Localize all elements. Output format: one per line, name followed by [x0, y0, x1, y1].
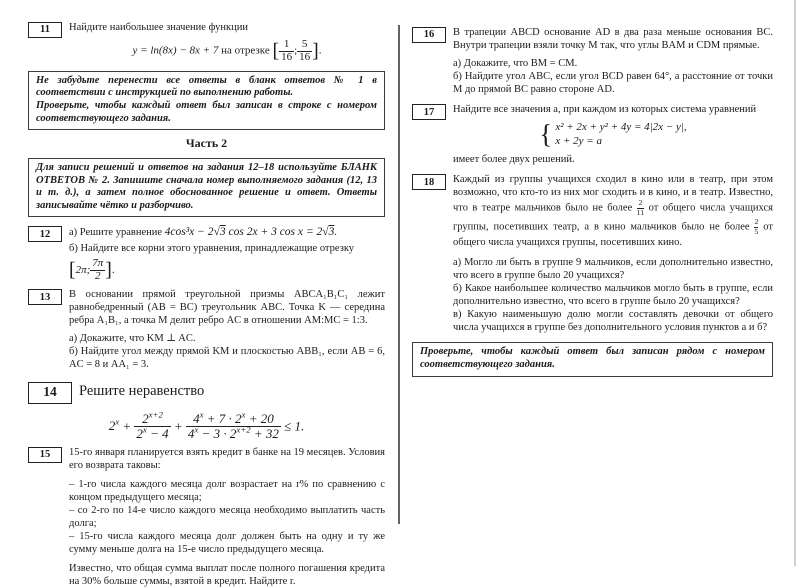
rest: + 20	[245, 410, 274, 426]
problem-11-prompt: Найдите наибольшее значение функции	[69, 22, 248, 33]
problem-15	[28, 446, 385, 588]
notice-line: Проверьте, чтобы каждый ответ был записан в строке с номером соответствующего задания.	[36, 99, 377, 124]
close-bracket: ]	[105, 258, 112, 281]
problem-13-text: В основании прямой треугольной призмы ABCA₁B₁C₁ лежит равнобедренный (AB = BC) треугольник ABC. Точка K — середина ребра A₁B₁, а точка M делит ребро AC в отношении AM:MC = 1:3.	[69, 289, 385, 327]
problem-18-item-c: в) Какую наименьшую долю могли составлять девочки от общего числа учащихся в группе без дополнительного условия пунктов а и б?	[453, 309, 773, 334]
problem-12-item-a	[69, 225, 385, 239]
problem-16-item-b: б) Найдите угол ABC, если угол BCD равен 64°, а расстояние от точки M до прямой BC равно стороне AD.	[453, 71, 773, 96]
fraction	[90, 258, 105, 283]
fraction-numerator: 5	[301, 38, 308, 51]
problem-12-number-box	[28, 226, 62, 242]
exponent: x	[241, 409, 246, 420]
problem-11-body	[69, 21, 385, 67]
text-part: Каждый из группы учащихся сходил в кино или в театр, при этом возможно, что кто-то из них мог сходить и в кино, и в театр. Известно, что в театре мальчиков было не более	[453, 174, 773, 215]
problem-11	[28, 21, 385, 67]
problem-18-body	[453, 173, 773, 334]
middle: − 3 · 2	[198, 425, 237, 441]
problem-14-number-box	[28, 382, 72, 404]
problem-17	[412, 103, 773, 166]
notice-text: Проверьте, чтобы каждый ответ был записан рядом с номером соответствующего задания.	[420, 346, 765, 370]
problem-12	[28, 225, 385, 282]
problem-11-formula	[69, 39, 385, 64]
right-column	[412, 0, 773, 377]
part-2-heading: Часть 2	[185, 136, 228, 151]
problem-17-body	[453, 103, 773, 166]
open-bracket: [	[69, 258, 76, 281]
fraction	[279, 39, 294, 64]
problem-12-item-b: б) Найдите все корни этого уравнения, принадлежащие отрезку	[69, 242, 355, 254]
problem-16-number: 16	[423, 29, 435, 41]
inequality-tail: ≤ 1.	[284, 417, 305, 433]
problem-12-number: 12	[39, 228, 51, 240]
fraction-numerator	[186, 409, 281, 426]
problem-14-prompt: Решите неравенство	[79, 382, 205, 399]
fraction-numerator: 2	[754, 216, 759, 226]
radical: √	[213, 226, 220, 239]
fraction-denominator	[186, 426, 281, 441]
fraction-denominator: 5	[754, 226, 759, 236]
problem-18-number: 18	[423, 176, 435, 188]
problem-15-intro: 15-го января планируется взять кредит в банке на 19 месяцев. Условия его возврата таковы:	[69, 446, 385, 471]
rest: + 32	[250, 425, 279, 441]
rest: − 4	[146, 425, 169, 441]
fraction	[637, 199, 645, 217]
problem-15-number: 15	[39, 449, 51, 461]
problem-18-number-box	[412, 174, 446, 190]
problem-13-body	[69, 288, 385, 371]
problem-13-item-b: б) Найдите угол между прямой KM и плоскостью ABB₁, если AB = 6, AC = 8 и AA₁ = 3.	[69, 346, 385, 371]
radical: √	[322, 226, 329, 239]
formula-expression: y = ln(8x) − 8x + 7	[132, 44, 219, 57]
answer-sheet-notice-2	[28, 158, 385, 217]
problem-13-number: 13	[39, 291, 51, 303]
problem-15-condition: – 15-го числа каждого месяца долг должен быть на одну и ту же сумму меньше долга на 15-е число предыдущего месяца.	[69, 530, 385, 555]
base: 2	[142, 410, 149, 426]
system-brace: {	[539, 119, 553, 150]
exponent: x	[142, 424, 147, 435]
sqrt-sign	[322, 226, 334, 238]
equation	[165, 226, 338, 238]
page-edge-shadow	[794, 0, 796, 566]
fraction-denominator: 16	[299, 50, 311, 63]
fraction	[186, 409, 281, 441]
base: 4	[193, 410, 200, 426]
text-part: от общего числа учащихся группы, посетивших театр, а в кино мальчиков было не более	[453, 203, 773, 233]
system-equation-1: x² + 2x + y² + 4y = 4|2x − y|,	[555, 121, 687, 134]
problem-16	[412, 26, 773, 96]
problem-17-system	[453, 121, 773, 148]
fraction	[297, 39, 312, 64]
fraction-numerator: 2	[638, 198, 643, 208]
operator: +	[122, 417, 132, 433]
problem-16-text: В трапеции ABCD основание AD в два раза меньше основания BC. Внутри трапеции взяли точку M так, что углы BAM и CDM прямые.	[453, 27, 773, 52]
exponent: x	[194, 424, 199, 435]
fraction-denominator: 2	[90, 270, 105, 283]
exponent: x	[199, 409, 204, 420]
problem-18-item-b: б) Какое наибольшее количество мальчиков могло быть в группе, если дополнительно известно, что всего в группе было 20 учащихся?	[453, 283, 773, 308]
exponent: x+2	[236, 424, 251, 435]
problem-14-number: 14	[43, 384, 57, 400]
problem-14-body	[79, 381, 385, 401]
problem-11-number-box	[28, 22, 62, 38]
problem-13	[28, 288, 385, 371]
fraction-numerator: 7π	[92, 256, 104, 269]
exponent: x	[115, 416, 120, 427]
problem-16-body	[453, 26, 773, 96]
sqrt-sign	[214, 226, 226, 238]
item-a-lead: а) Решите уравнение	[69, 227, 163, 239]
middle: + 7 · 2	[203, 410, 242, 426]
problem-16-item-a: а) Докажите, что BM = CM.	[453, 58, 578, 70]
term	[109, 418, 119, 433]
column-divider	[398, 25, 400, 524]
problem-15-condition: – 1-го числа каждого месяца долг возрастает на r% по сравнению с концом предыдущего месяца;	[69, 478, 385, 503]
notice-text: Для записи решений и ответов на задания 12–18 используйте БЛАНК ОТВЕТОВ № 2. Запишите сначала номер выполняемого задания (12, 13 и т. д.), а затем полное обоснованное решение и ответ. Ответы записывайте чётко и разборчиво.	[36, 162, 377, 211]
system-equation-2: x + 2y = a	[555, 134, 602, 147]
problem-12-interval	[69, 258, 385, 283]
problem-18-text	[453, 173, 773, 249]
answer-sheet-notice-1	[28, 71, 385, 130]
notice-line: Не забудьте перенести все ответы в бланк ответов № 1 в соответствии с инструкцией по выполнению работы.	[36, 74, 377, 99]
system-equations	[555, 121, 686, 148]
close-bracket: ]	[312, 40, 319, 63]
problem-18	[412, 173, 773, 334]
problem-17-outro: имеет более двух решений.	[453, 154, 575, 166]
base: 2	[136, 425, 143, 441]
problem-12-body	[69, 225, 385, 282]
period: .	[334, 226, 338, 239]
problem-18-item-a: а) Могло ли быть в группе 9 мальчиков, если дополнительно известно, что всего в группе было 20 учащихся?	[453, 257, 773, 282]
problem-17-number: 17	[423, 106, 435, 118]
fraction-denominator	[134, 426, 170, 441]
equation-part: cos 2x + 3 cos x = 2	[225, 226, 323, 239]
problem-16-number-box	[412, 27, 446, 43]
problem-15-outro: Известно, что общая сумма выплат после полного погашения кредита на 30% больше суммы, взятой в кредит. Найдите r.	[69, 562, 385, 587]
problem-11-number: 11	[40, 24, 50, 36]
operator: +	[173, 417, 183, 433]
text-part: от общего числа учащихся группы, посетивших кино.	[453, 221, 773, 249]
problem-13-item-a: а) Докажите, что KM ⊥ AC.	[69, 333, 196, 345]
fraction-numerator: 1	[283, 38, 290, 51]
fraction	[134, 409, 170, 441]
exponent: x+2	[148, 409, 163, 420]
radicand: 3	[219, 226, 226, 239]
problem-13-number-box	[28, 289, 62, 305]
fraction	[754, 218, 758, 236]
equation-part: 4cos³x − 2	[164, 226, 214, 239]
left-column	[28, 0, 385, 588]
problem-17-number-box	[412, 104, 446, 120]
answer-check-notice	[412, 342, 773, 376]
radicand: 3	[328, 226, 335, 239]
problem-17-prompt: Найдите все значения a, при каждом из которых система уравнений	[453, 104, 757, 116]
fraction-numerator	[134, 409, 170, 426]
problem-15-body	[69, 446, 385, 588]
problem-14-inequality	[28, 409, 385, 441]
base: 4	[187, 425, 195, 441]
problem-15-number-box	[28, 447, 62, 463]
interval-lead: 2π;	[75, 263, 91, 276]
fraction-denominator: 11	[636, 208, 645, 218]
problem-15-condition: – со 2-го по 14-е число каждого месяца необходимо выплатить часть долга;	[69, 504, 385, 529]
period: .	[318, 44, 322, 57]
period: .	[111, 263, 115, 276]
open-bracket: [	[272, 40, 280, 63]
fraction-denominator: 16	[281, 50, 293, 63]
problem-14	[28, 381, 385, 404]
base: 2	[108, 417, 116, 433]
formula-text: на отрезке	[221, 44, 270, 57]
interval-separator: ;	[294, 44, 298, 57]
